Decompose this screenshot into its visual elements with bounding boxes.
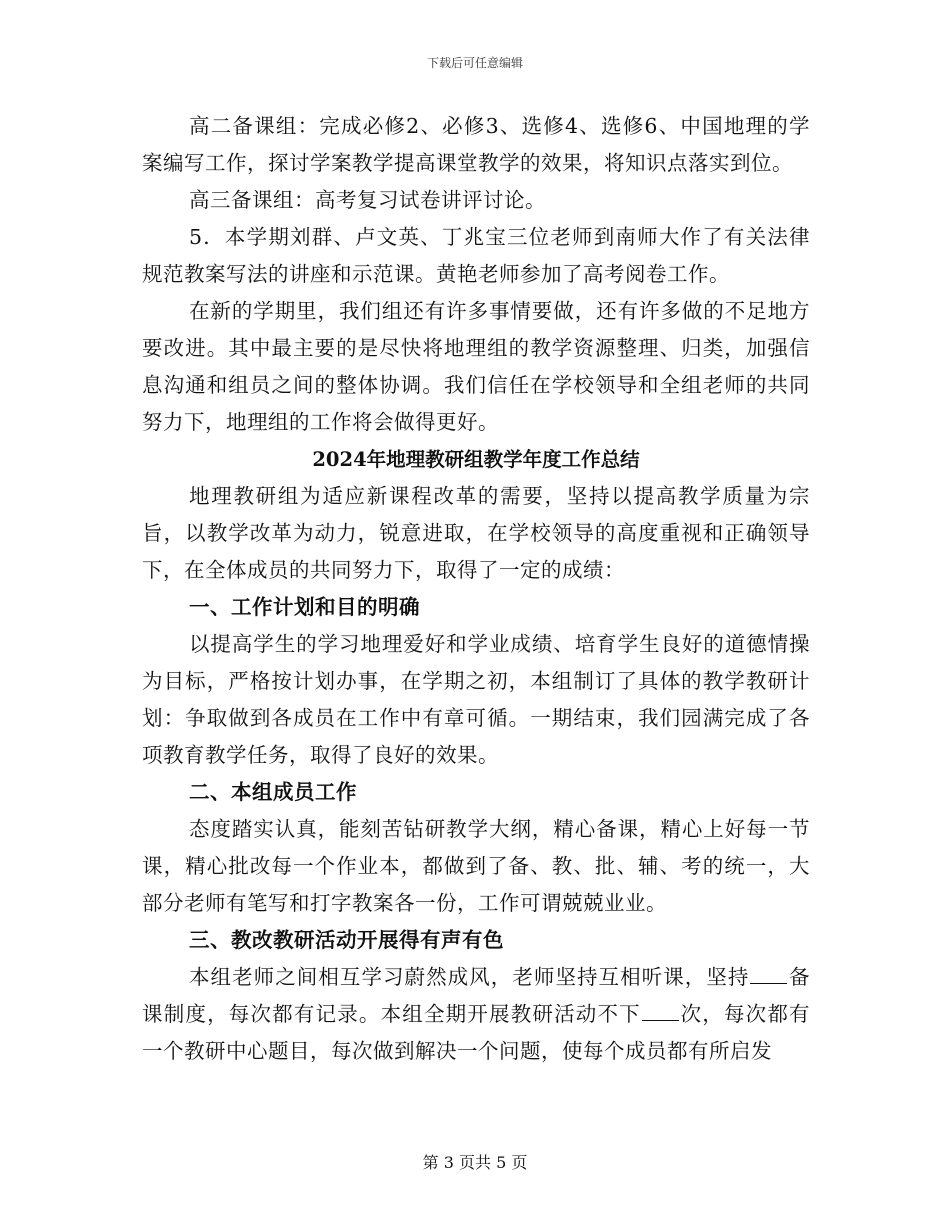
section-heading-2: 二、本组成员工作 [189, 780, 357, 804]
section-heading-1: 一、工作计划和目的明确 [189, 595, 420, 619]
paragraph-intro: 地理教研组为适应新课程改革的需要，坚持以提高教学质量为宗旨，以教学改革为动力，锐意进取，在学校领导的高度重视和正确领导下，在全体成员的共同努力下，取得了一定的成绩： [142, 484, 810, 582]
paragraph-section-3-part-a: 本组老师之间相互学习蔚然成风，老师坚持互相听课，坚持 [189, 965, 750, 989]
paragraph-section-2: 态度踏实认真，能刻苦钻研教学大纲，精心备课，精心上好每一节课，精心批改每一个作业本，都做到了备、教、批、辅、考的统一，大部分老师有笔写和打字教案各一份，工作可谓兢兢业业。 [142, 817, 810, 915]
paragraph-section-3-part-b: 备课制度，每次都有记录。本组全期开展教研活动不下 [142, 965, 811, 1026]
paragraph-section-3-part-c: 次，每次都有一个教研中心题目，每次做到解决一个问题，使每个成员都有所启发 [142, 1002, 811, 1063]
paragraph-grade2-group: 高二备课组：完成必修2、必修3、选修4、选修6、中国地理的学案编写工作，探讨学案教学提高课堂教学的效果，将知识点落实到位。 [142, 114, 810, 175]
page-footer: 第 3 页共 5 页 [422, 1153, 528, 1172]
document-body [142, 108, 810, 1070]
fill-in-blank [642, 1002, 679, 1021]
paragraph-grade3-group: 高三备课组：高考复习试卷讲评讨论。 [189, 188, 546, 212]
page-header: 下载后可任意编辑 [426, 56, 523, 70]
paragraph-item-5: 5．本学期刘群、卢文英、丁兆宝三位老师到南师大作了有关法律规范教案写法的讲座和示范课。黄艳老师参加了高考阅卷工作。 [142, 225, 810, 286]
paragraph-new-semester: 在新的学期里，我们组还有许多事情要做，还有许多做的不足地方要改进。其中最主要的是尽快将地理组的教学资源整理、归类，加强信息沟通和组员之间的整体协调。我们信任在学校领导和全组老师的共同努力下，地理组的工作将会做得更好。 [142, 299, 810, 434]
document-title: 2024年地理教研组教学年度工作总结 [312, 448, 640, 471]
section-heading-3: 三、教改教研活动开展得有声有色 [189, 928, 504, 952]
paragraph-section-3 [142, 959, 810, 1070]
fill-in-blank [750, 965, 787, 984]
paragraph-section-1: 以提高学生的学习地理爱好和学业成绩、培育学生良好的道德情操为目标，严格按计划办事，在学期之初，本组制订了具体的教学教研计划：争取做到各成员在工作中有章可循。一期结束，我们园满完成了各项教育教学任务，取得了良好的效果。 [142, 632, 810, 767]
